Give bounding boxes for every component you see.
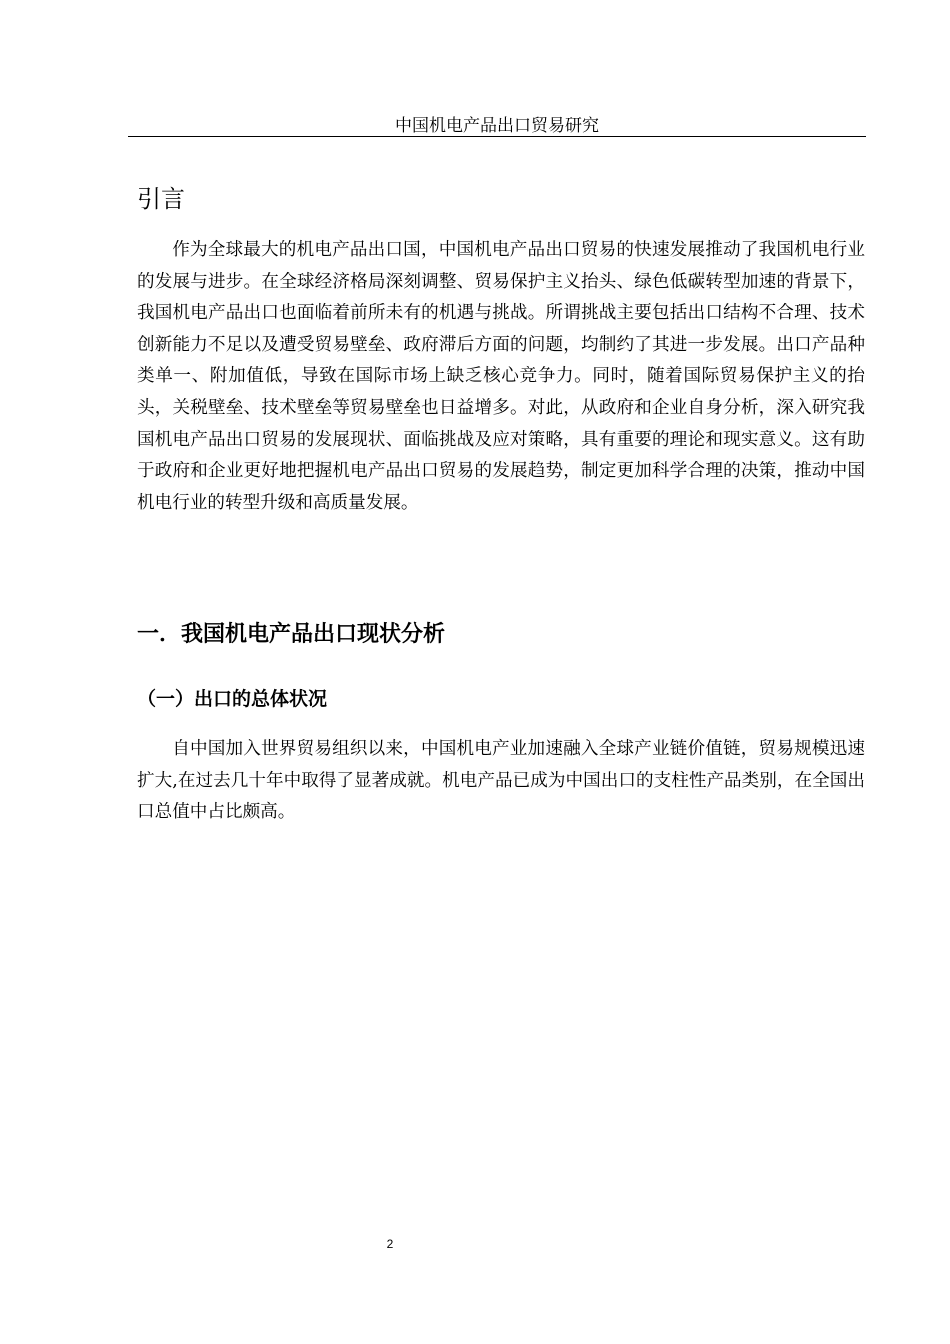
intro-heading: 引言 [137,185,185,213]
section-heading: 一．我国机电产品出口现状分析 [137,622,446,647]
subsection-paragraph: 自中国加入世界贸易组织以来，中国机电产业加速融入全球产业链价值链，贸易规模迅速扩大,在过去几十年中取得了显著成就。机电产品已成为中国出口的支柱性产品类别，在全国出口总值中占比颇高。 [137,739,865,823]
header-rule [128,136,866,137]
page-number: 2 [386,1237,394,1251]
running-header: 中国机电产品出口贸易研究 [395,116,599,136]
intro-paragraph: 作为全球最大的机电产品出口国，中国机电产品出口贸易的快速发展推动了我国机电行业的发展与进步。在全球经济格局深刻调整、贸易保护主义抬头、绿色低碳转型加速的背景下，我国机电产品出口也面临着前所未有的机遇与挑战。所谓挑战主要包括出口结构不合理、技术创新能力不足以及遭受贸易壁垒、政府滞后方面的问题，均制约了其进一步发展。出口产品种类单一、附加值低，导致在国际市场上缺乏核心竞争力。同时，随着国际贸易保护主义的抬头，关税壁垒、技术壁垒等贸易壁垒也日益增多。对此，从政府和企业自身分析，深入研究我国机电产品出口贸易的发展现状、面临挑战及应对策略，具有重要的理论和现实意义。这有助于政府和企业更好地把握机电产品出口贸易的发展趋势，制定更加科学合理的决策，推动中国机电行业的转型升级和高质量发展。 [137,240,865,513]
subsection-heading: （一）出口的总体状况 [137,688,328,710]
